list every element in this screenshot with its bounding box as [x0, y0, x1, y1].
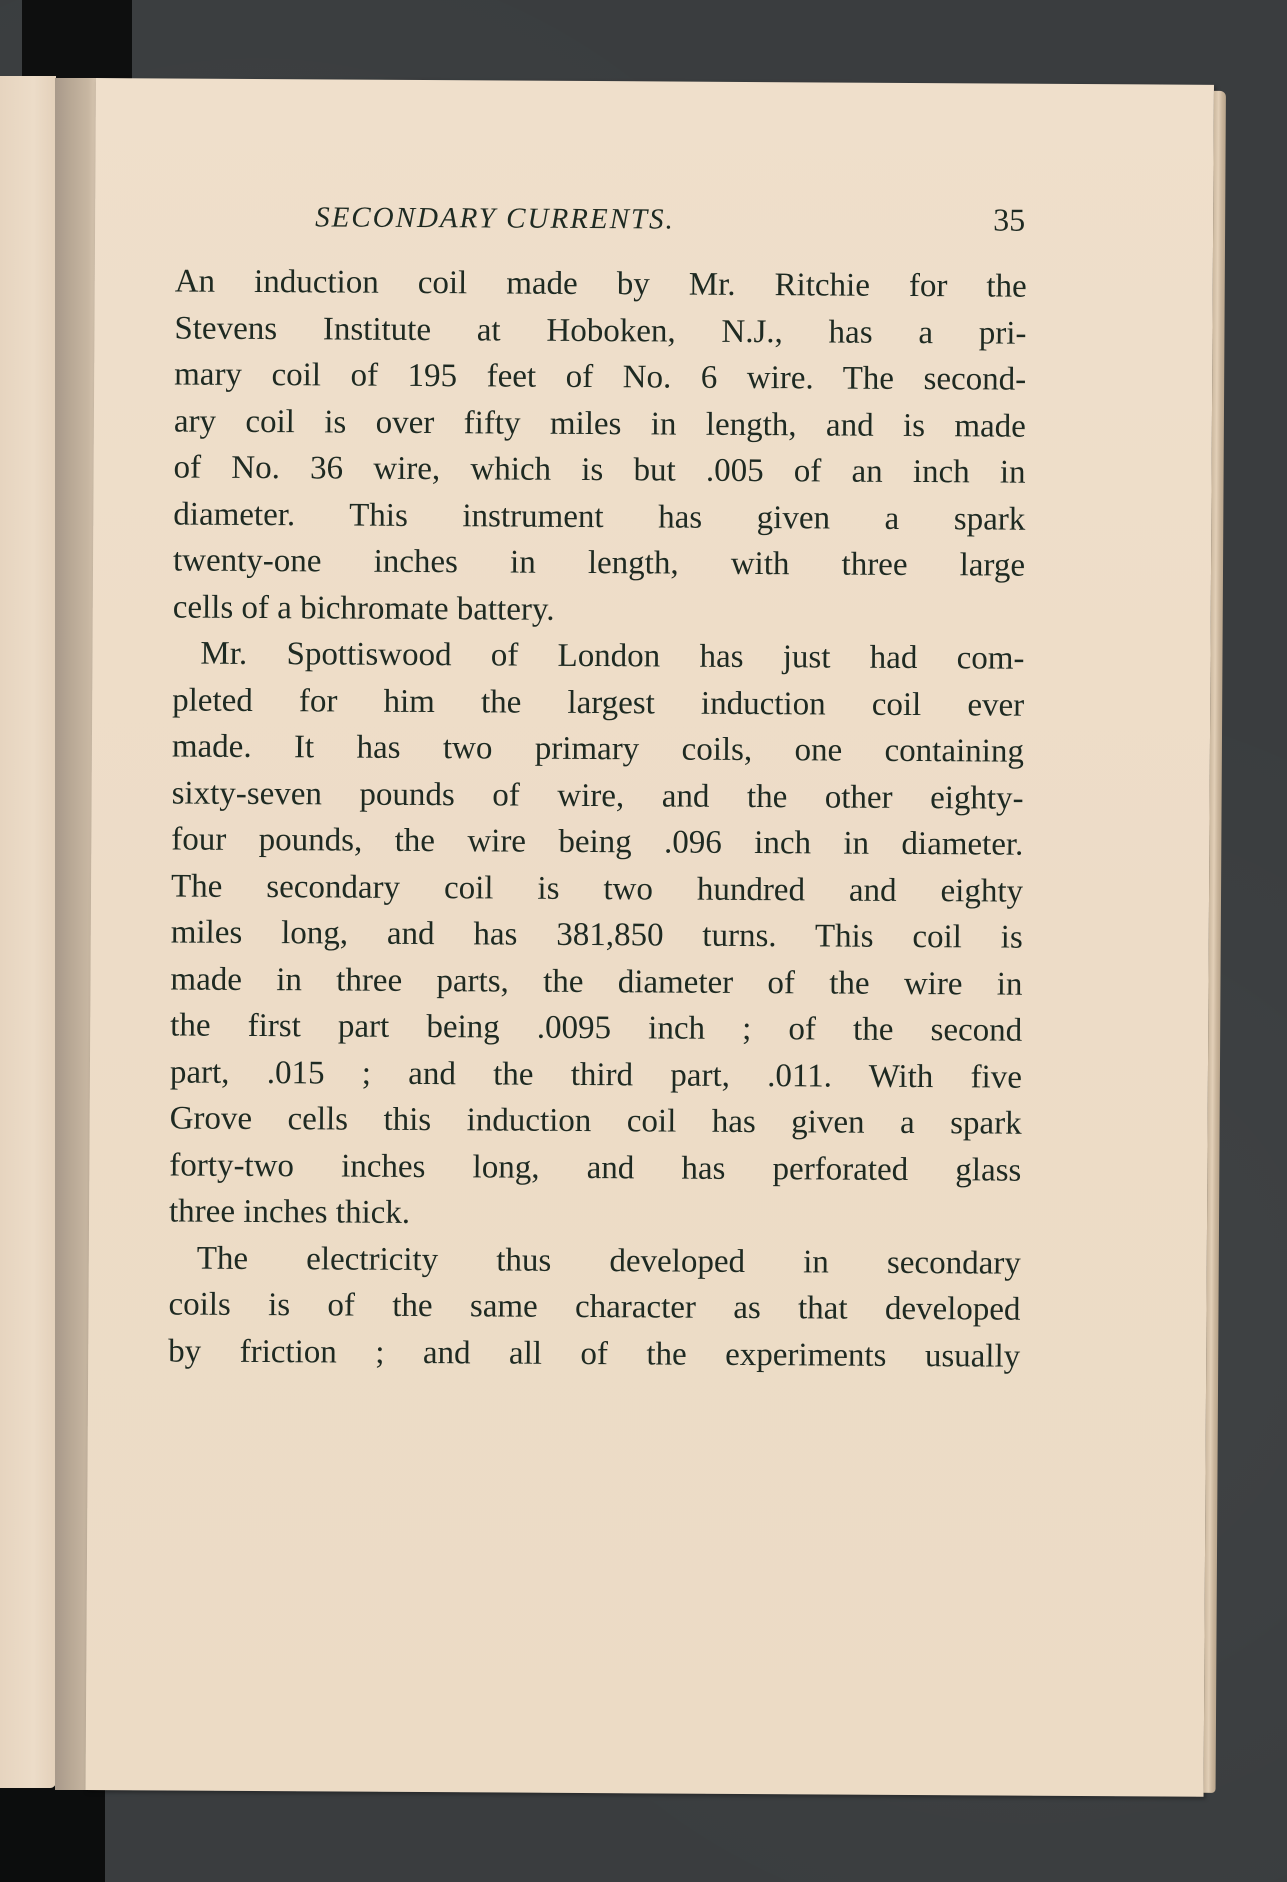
text-line: pleted for him the largest induction coil ever	[172, 681, 1025, 724]
previous-page-edge	[0, 76, 56, 1788]
book-spine-top	[22, 0, 132, 80]
paragraph-1	[173, 258, 1027, 635]
text-line: The secondary coil is two hundred and eighty	[170, 867, 1024, 910]
text-line: An induction coil made by Mr. Ritchie for the	[174, 263, 1027, 305]
text-line: Grove cells this induction coil has given a spark	[169, 1100, 1022, 1142]
text-line: made. It has two primary coils, one containing	[171, 728, 1025, 770]
running-title: SECONDARY CURRENTS.	[315, 201, 675, 236]
text-line: forty-two inches long, and has perforated glass	[169, 1146, 1022, 1189]
text-line: by friction ; and all of the experiments usually	[168, 1332, 1021, 1375]
text-line: made in three parts, the diameter of the wire in	[170, 960, 1023, 1003]
text-line: ary coil is over fifty miles in length, and is made	[173, 402, 1027, 445]
text-line: The electricity thus developed in secondary	[196, 1240, 1021, 1282]
book-page	[86, 78, 1214, 1797]
text-line: cells of a bichromate battery.	[172, 588, 555, 628]
text-line: mary coil of 195 feet of No. 6 wire. The second-	[174, 356, 1027, 398]
text-block	[168, 196, 1027, 1379]
page-number: 35	[993, 201, 1026, 238]
text-line: the first part being .0095 inch ; of the second	[170, 1007, 1023, 1049]
text-line: sixty-seven pounds of wire, and the other eighty-	[171, 774, 1024, 817]
text-line: diameter. This instrument has given a spark	[173, 495, 1026, 538]
book-spine-bottom	[0, 1782, 105, 1882]
text-line: miles long, and has 381,850 turns. This coil is	[170, 914, 1023, 956]
text-line: part, .015 ; and the third part, .011. With five	[169, 1053, 1023, 1096]
text-line: Stevens Institute at Hoboken, N.J., has a pri-	[174, 309, 1027, 352]
text-line: three inches thick.	[168, 1193, 411, 1231]
paragraph-2	[169, 630, 1025, 1240]
text-line: coils is of the same character as that developed	[168, 1286, 1021, 1328]
paragraph-3	[168, 1235, 1021, 1380]
text-line: Mr. Spottiswood of London has just had com-	[200, 635, 1025, 677]
text-line: of No. 36 wire, which is but .005 of an inch in	[173, 449, 1026, 491]
running-head	[175, 196, 1027, 245]
text-line: twenty-one inches in length, with three large	[172, 542, 1026, 584]
text-line: four pounds, the wire being .096 inch in diameter.	[171, 821, 1024, 863]
